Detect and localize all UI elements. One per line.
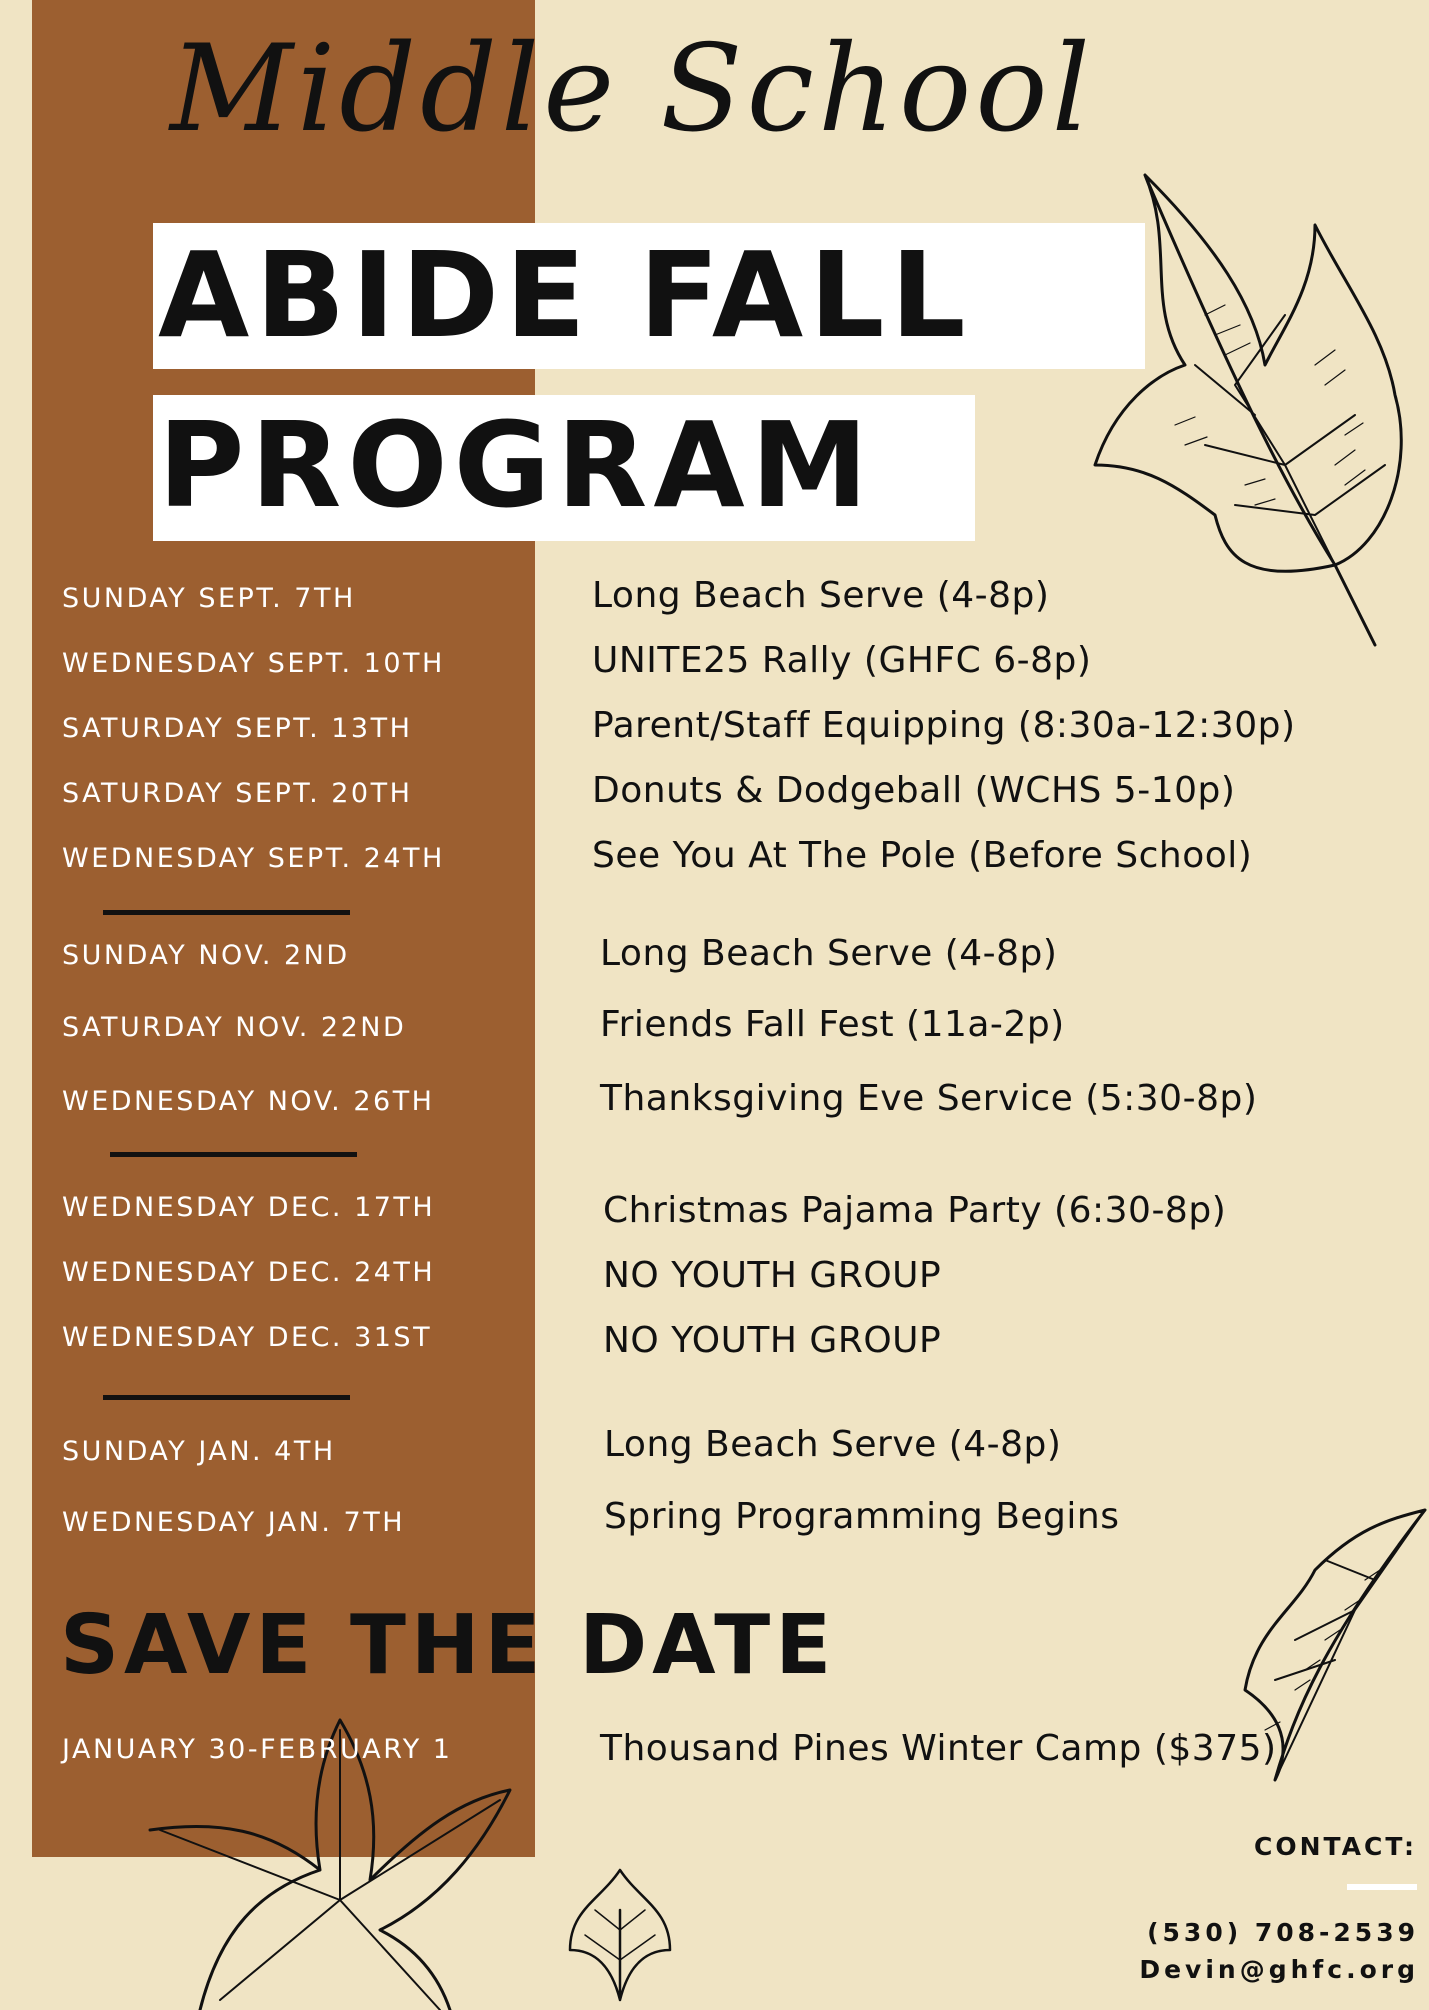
schedule-date: WEDNESDAY NOV. 26TH (62, 1086, 435, 1117)
section-divider (103, 910, 350, 915)
schedule-event: NO YOUTH GROUP (603, 1320, 942, 1361)
section-divider (103, 1395, 350, 1400)
schedule-event: Friends Fall Fest (11a-2p) (600, 1004, 1065, 1045)
schedule-date: SATURDAY NOV. 22ND (62, 1012, 407, 1043)
save-the-date-heading: SAVE THE DATE (60, 1598, 837, 1693)
contact-phone[interactable]: (530) 708-2539 (1147, 1918, 1419, 1947)
schedule-date: SUNDAY SEPT. 7TH (62, 583, 356, 614)
schedule-date: WEDNESDAY DEC. 24TH (62, 1257, 436, 1288)
section-divider (110, 1152, 357, 1157)
schedule-event: Parent/Staff Equipping (8:30a-12:30p) (592, 705, 1296, 746)
schedule-date: SATURDAY SEPT. 13TH (62, 713, 413, 744)
schedule-date: SUNDAY NOV. 2ND (62, 940, 350, 971)
schedule-date: WEDNESDAY SEPT. 24TH (62, 843, 445, 874)
schedule-event: Long Beach Serve (4-8p) (592, 575, 1050, 616)
title-line2: PROGRAM (158, 396, 875, 534)
schedule-date: WEDNESDAY JAN. 7TH (62, 1507, 406, 1538)
bottom-small-leaf-illustration (560, 1870, 680, 2000)
schedule-event: UNITE25 Rally (GHFC 6-8p) (592, 640, 1092, 681)
schedule-event: See You At The Pole (Before School) (592, 835, 1253, 876)
schedule-event: NO YOUTH GROUP (603, 1255, 942, 1296)
save-the-date-date: JANUARY 30-FEBRUARY 1 (62, 1734, 453, 1765)
schedule-event: Thanksgiving Eve Service (5:30-8p) (600, 1078, 1258, 1119)
script-title: Middle School (170, 20, 1094, 159)
schedule-date: SUNDAY JAN. 4TH (62, 1436, 336, 1467)
schedule-event: Long Beach Serve (4-8p) (600, 933, 1058, 974)
save-the-date-event: Thousand Pines Winter Camp ($375) (600, 1728, 1277, 1769)
schedule-date: WEDNESDAY SEPT. 10TH (62, 648, 445, 679)
contact-email[interactable]: Devin@ghfc.org (1139, 1955, 1419, 1984)
schedule-date: WEDNESDAY DEC. 17TH (62, 1192, 436, 1223)
title-line1: ABIDE FALL (158, 226, 972, 364)
schedule-event: Long Beach Serve (4-8p) (604, 1424, 1062, 1465)
contact-underline (1347, 1884, 1417, 1890)
schedule-event: Christmas Pajama Party (6:30-8p) (603, 1190, 1227, 1231)
schedule-event: Spring Programming Begins (604, 1496, 1120, 1537)
schedule-date: WEDNESDAY DEC. 31ST (62, 1322, 433, 1353)
contact-label: CONTACT: (1253, 1832, 1417, 1861)
schedule-event: Donuts & Dodgeball (WCHS 5-10p) (592, 770, 1236, 811)
schedule-date: SATURDAY SEPT. 20TH (62, 778, 413, 809)
